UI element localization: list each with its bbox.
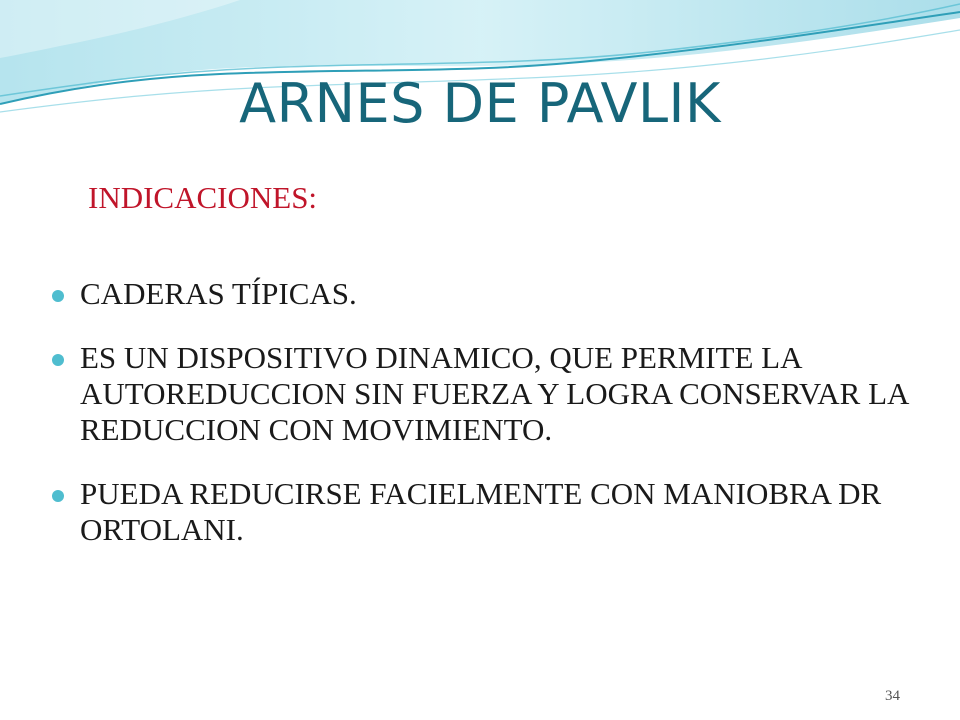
subheading-indicaciones: INDICACIONES: (88, 180, 318, 215)
bullet-text: ES UN DISPOSITIVO DINAMICO, QUE PERMITE LA AUTOREDUCCION SIN FUERZA Y LOGRA CONSERVAR LA REDUCCION CON MOVIMIENTO. (80, 340, 908, 447)
slide-title: ARNES DE PAVLIK (239, 72, 721, 135)
bullet-item (52, 276, 912, 312)
page-number: 34 (885, 688, 900, 704)
bullet-dot-icon (52, 354, 64, 366)
bullet-item (52, 340, 912, 448)
bullet-item (52, 476, 912, 548)
bullet-list (52, 276, 912, 576)
bullet-text: PUEDA REDUCIRSE FACIELMENTE CON MANIOBRA DR ORTOLANI. (80, 476, 882, 547)
bullet-dot-icon (52, 290, 64, 302)
bullet-text: CADERAS TÍPICAS. (80, 276, 357, 311)
bullet-dot-icon (52, 490, 64, 502)
